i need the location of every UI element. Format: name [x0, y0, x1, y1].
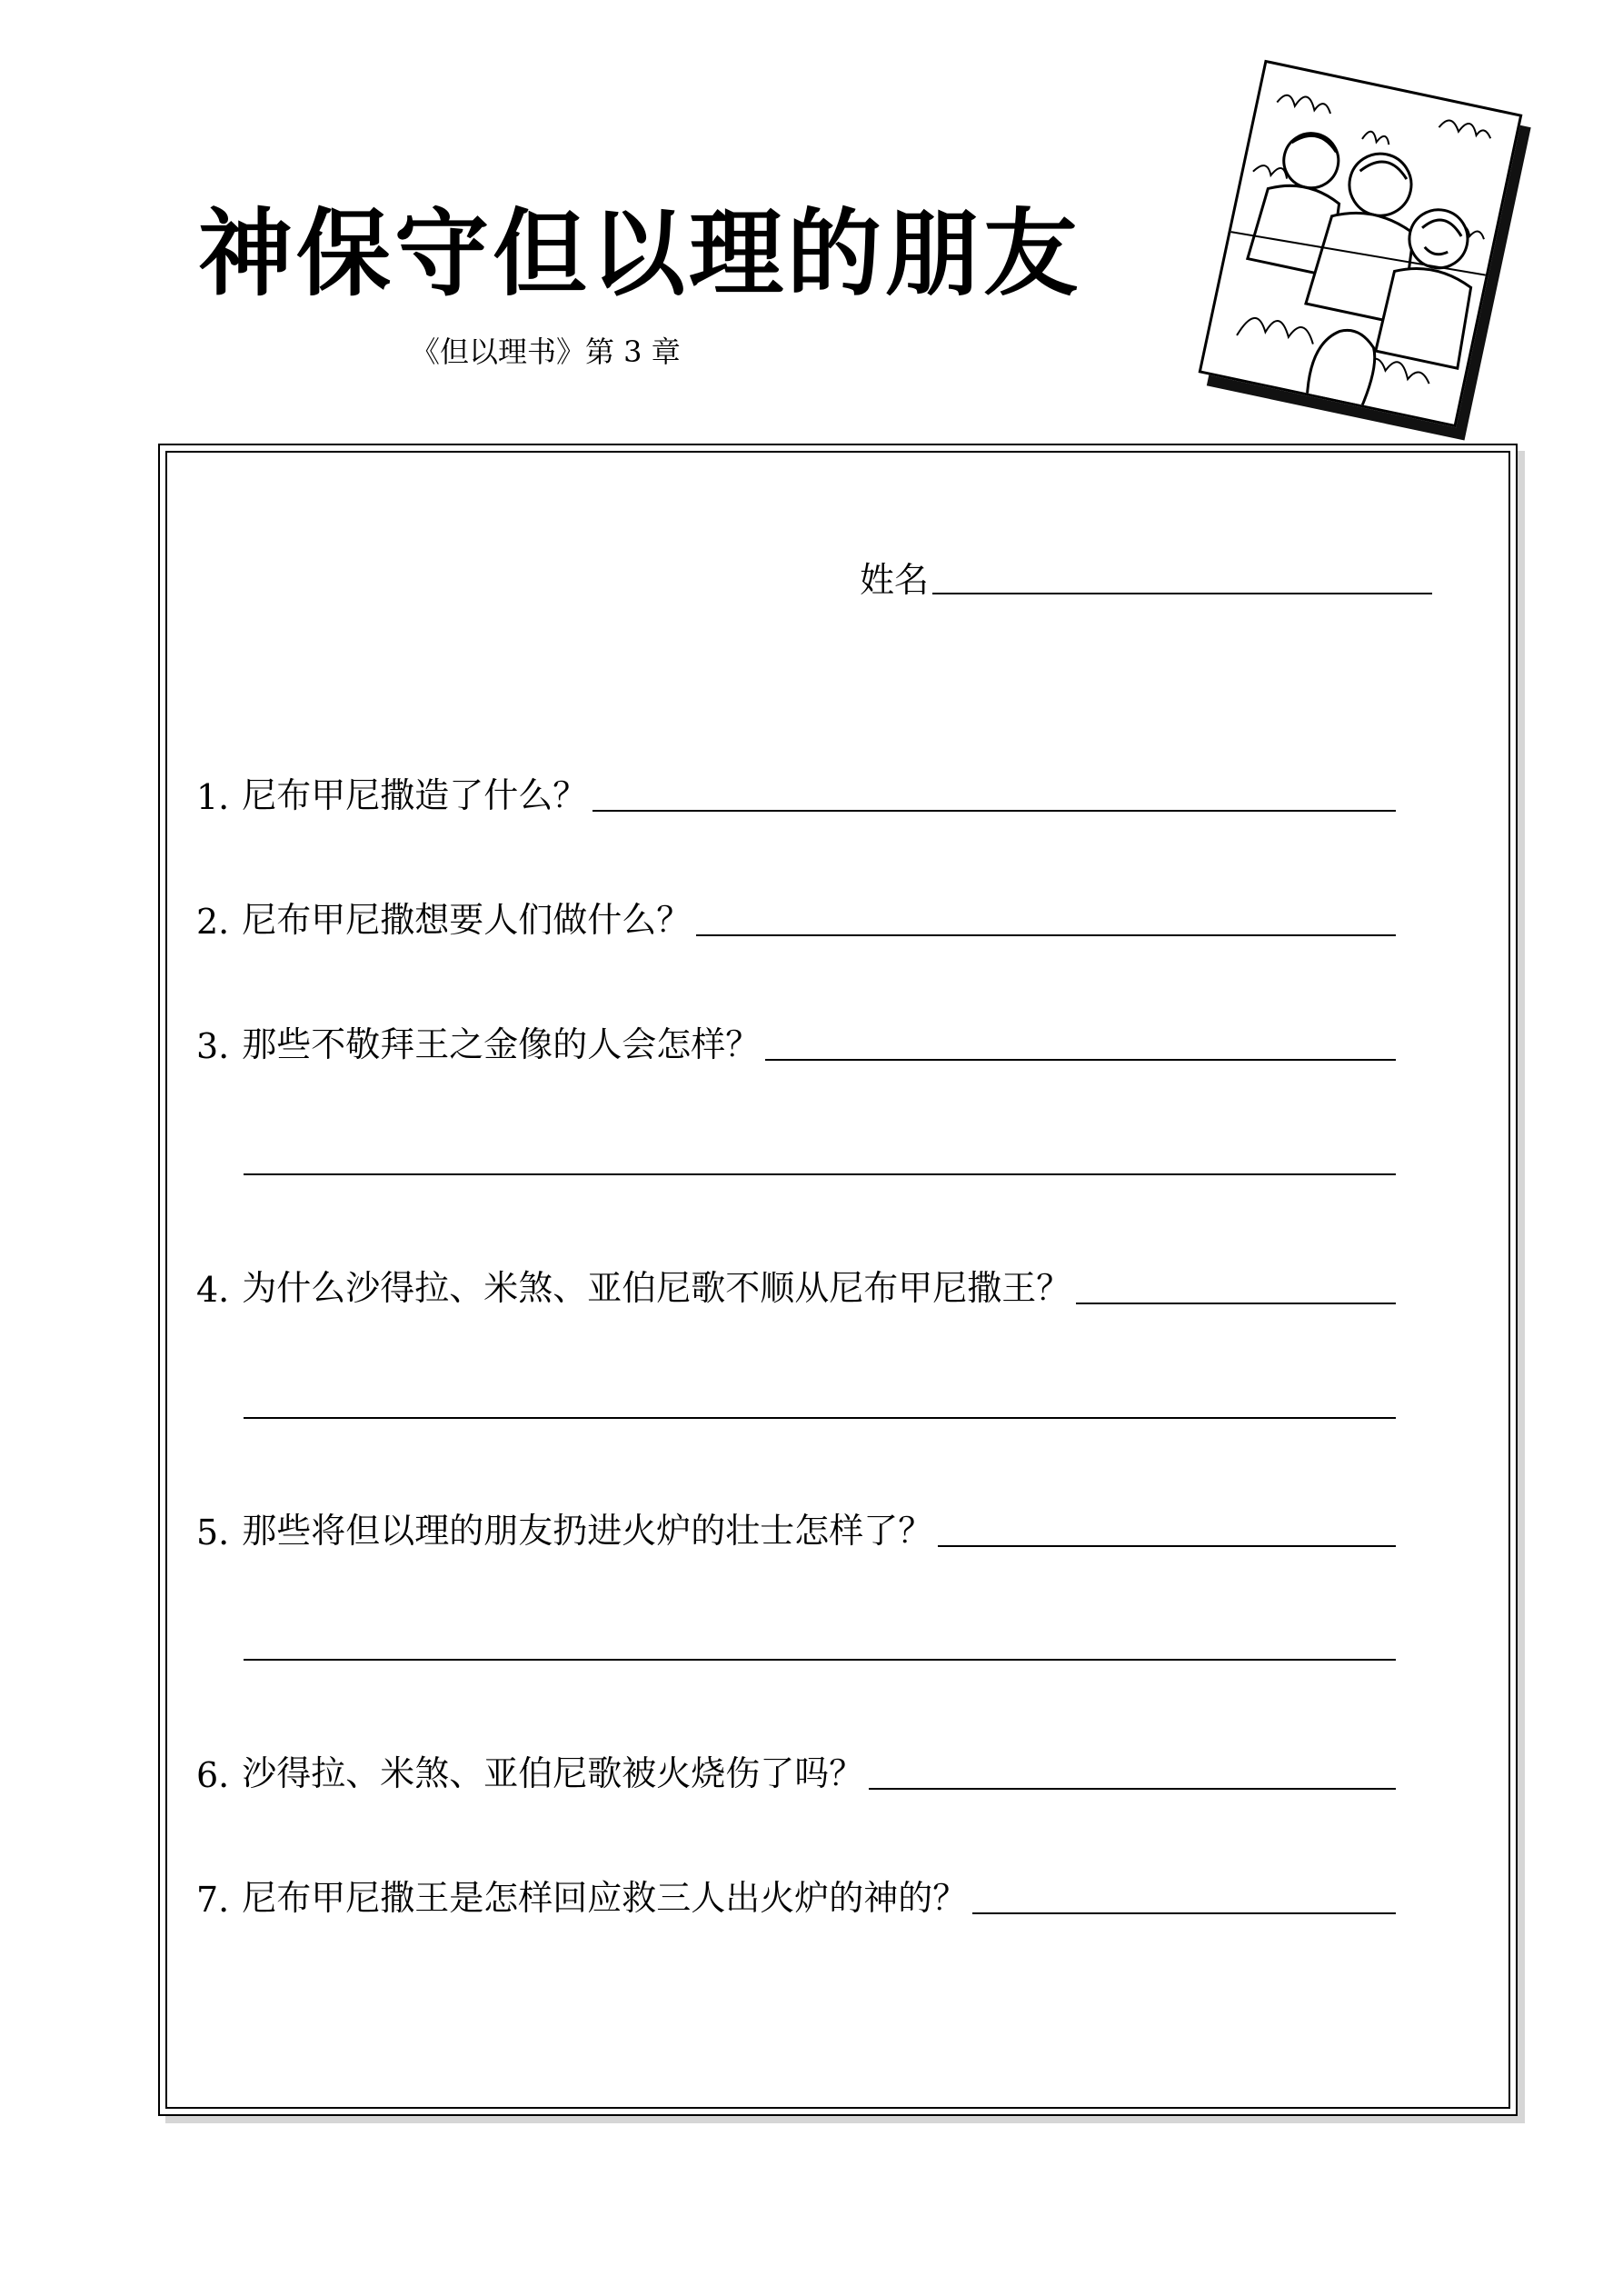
- question-7-text: 尼布甲尼撒王是怎样回应救三人出火炉的神的？: [242, 1878, 968, 1918]
- name-answer-line[interactable]: [932, 593, 1432, 594]
- answer-line-5[interactable]: [938, 1545, 1396, 1547]
- question-1-text: 尼布甲尼撒造了什么？: [242, 775, 588, 815]
- question-2: 2. 尼布甲尼撒想要人们做什么？: [196, 893, 1396, 942]
- page-title: 神保守但以理的朋友: [198, 198, 1082, 309]
- answer-line-3[interactable]: [765, 1059, 1396, 1061]
- question-4-text: 为什么沙得拉、米煞、亚伯尼歌不顺从尼布甲尼撒王？: [242, 1268, 1071, 1308]
- answer-line-6[interactable]: [869, 1788, 1396, 1790]
- question-6-text: 沙得拉、米煞、亚伯尼歌被火烧伤了吗？: [242, 1753, 864, 1793]
- question-6: 6. 沙得拉、米煞、亚伯尼歌被火烧伤了吗？: [196, 1746, 1396, 1795]
- question-7: 7. 尼布甲尼撒王是怎样回应救三人出火炉的神的？: [196, 1871, 1396, 1920]
- question-1: 1. 尼布甲尼撒造了什么？: [196, 768, 1396, 817]
- answer-line-4[interactable]: [1076, 1303, 1396, 1304]
- illustration-card: [1199, 60, 1523, 428]
- question-5: 5. 那些将但以理的朋友扔进火炉的壮士怎样了？: [196, 1503, 1396, 1552]
- name-label: 姓名: [860, 560, 930, 600]
- answer-line-7[interactable]: [972, 1912, 1396, 1914]
- scripture-reference: 《但以理书》第 3 章: [411, 334, 681, 369]
- question-4: 4. 为什么沙得拉、米煞、亚伯尼歌不顺从尼布甲尼撒王？: [196, 1261, 1396, 1310]
- question-3-text: 那些不敬拜王之金像的人会怎样？: [242, 1024, 761, 1064]
- question-2-text: 尼布甲尼撒想要人们做什么？: [242, 900, 692, 940]
- name-field: [860, 556, 1432, 602]
- answer-line-5b[interactable]: [244, 1659, 1396, 1661]
- answer-line-2[interactable]: [696, 934, 1396, 936]
- question-5-text: 那些将但以理的朋友扔进火炉的壮士怎样了？: [242, 1511, 933, 1551]
- answer-line-3b[interactable]: [244, 1173, 1396, 1175]
- question-3: 3. 那些不敬拜王之金像的人会怎样？: [196, 1017, 1396, 1066]
- answer-line-4b[interactable]: [244, 1417, 1396, 1419]
- answer-line-1[interactable]: [592, 810, 1396, 812]
